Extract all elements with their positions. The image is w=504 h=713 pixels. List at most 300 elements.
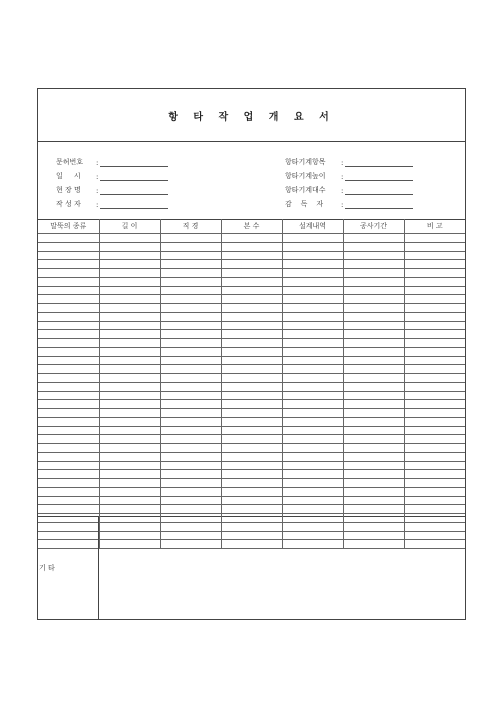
date-field[interactable] (100, 171, 168, 181)
table-cell[interactable] (404, 382, 465, 391)
table-cell[interactable] (160, 409, 221, 418)
table-cell[interactable] (282, 487, 343, 496)
table-cell[interactable] (160, 382, 221, 391)
table-cell[interactable] (343, 339, 404, 348)
table-cell[interactable] (282, 347, 343, 356)
table-cell[interactable] (38, 260, 99, 269)
table-cell[interactable] (404, 242, 465, 251)
info-row-date (56, 167, 168, 181)
table-row (38, 470, 465, 479)
header-length: 길 이 (99, 219, 160, 234)
table-cell[interactable] (221, 234, 282, 243)
table-row (38, 234, 465, 243)
document-number-field[interactable] (100, 157, 168, 167)
info-label: 일 시 (56, 172, 81, 180)
table-cell[interactable] (343, 382, 404, 391)
table-cell[interactable] (160, 321, 221, 330)
table-cell[interactable] (221, 417, 282, 426)
table-cell[interactable] (38, 435, 99, 444)
table-row (38, 242, 465, 251)
table-cell[interactable] (38, 251, 99, 260)
table-cell[interactable] (38, 452, 99, 461)
table-cell[interactable] (221, 365, 282, 374)
table-cell[interactable] (343, 479, 404, 488)
table-cell[interactable] (404, 260, 465, 269)
info-right-column (285, 153, 413, 209)
table-cell[interactable] (99, 505, 160, 514)
table-cell[interactable] (282, 286, 343, 295)
info-row-machine-item (285, 153, 413, 167)
table-cell[interactable] (99, 356, 160, 365)
table-cell[interactable] (282, 269, 343, 278)
table-cell[interactable] (99, 382, 160, 391)
table-cell[interactable] (343, 417, 404, 426)
table-cell[interactable] (404, 452, 465, 461)
table-cell[interactable] (99, 347, 160, 356)
table-cell[interactable] (160, 277, 221, 286)
table-cell[interactable] (160, 400, 221, 409)
table-row (38, 365, 465, 374)
table-cell[interactable] (404, 251, 465, 260)
table-cell[interactable] (38, 400, 99, 409)
table-row (38, 496, 465, 505)
table-row (38, 382, 465, 391)
table-cell[interactable] (99, 409, 160, 418)
table-cell[interactable] (221, 479, 282, 488)
table-cell[interactable] (160, 391, 221, 400)
table-cell[interactable] (404, 426, 465, 435)
table-row (38, 452, 465, 461)
info-row-document-number (56, 153, 168, 167)
table-cell[interactable] (221, 260, 282, 269)
table-cell[interactable] (38, 347, 99, 356)
table-cell[interactable] (404, 339, 465, 348)
table-cell[interactable] (99, 321, 160, 330)
table-cell[interactable] (99, 444, 160, 453)
table-cell[interactable] (221, 339, 282, 348)
table-cell[interactable] (404, 356, 465, 365)
header-construction-period: 공사기간 (343, 219, 404, 234)
table-row (38, 269, 465, 278)
table-cell[interactable] (38, 295, 99, 304)
table-row (38, 417, 465, 426)
table-cell[interactable] (343, 444, 404, 453)
table-cell[interactable] (160, 312, 221, 321)
table-cell[interactable] (282, 417, 343, 426)
table-cell[interactable] (221, 242, 282, 251)
table-cell[interactable] (282, 251, 343, 260)
table-cell[interactable] (160, 260, 221, 269)
table-cell[interactable] (38, 382, 99, 391)
table-cell[interactable] (404, 400, 465, 409)
table-cell[interactable] (160, 444, 221, 453)
table-cell[interactable] (343, 277, 404, 286)
table-cell[interactable] (160, 286, 221, 295)
table-cell[interactable] (221, 312, 282, 321)
table-row (38, 251, 465, 260)
table-cell[interactable] (404, 444, 465, 453)
table-cell[interactable] (404, 391, 465, 400)
table-cell[interactable] (343, 487, 404, 496)
table-cell[interactable] (343, 435, 404, 444)
table-cell[interactable] (343, 312, 404, 321)
table-cell[interactable] (99, 260, 160, 269)
table-cell[interactable] (99, 277, 160, 286)
table-cell[interactable] (38, 374, 99, 383)
table-row (38, 260, 465, 269)
table-cell[interactable] (160, 365, 221, 374)
table-cell[interactable] (404, 417, 465, 426)
table-cell[interactable] (343, 269, 404, 278)
machine-count-field[interactable] (345, 185, 413, 195)
table-cell[interactable] (282, 505, 343, 514)
table-row (38, 426, 465, 435)
work-overview-form (37, 88, 466, 620)
table-cell[interactable] (38, 479, 99, 488)
table-cell[interactable] (99, 452, 160, 461)
info-row-supervisor (285, 195, 413, 209)
table-cell[interactable] (38, 286, 99, 295)
table-cell[interactable] (404, 304, 465, 313)
table-cell[interactable] (99, 400, 160, 409)
table-cell[interactable] (282, 426, 343, 435)
table-cell[interactable] (282, 330, 343, 339)
table-header-row (38, 219, 465, 234)
table-cell[interactable] (38, 409, 99, 418)
table-cell[interactable] (343, 356, 404, 365)
table-cell[interactable] (343, 234, 404, 243)
table-cell[interactable] (282, 479, 343, 488)
info-label: 항타기계항목 (285, 158, 326, 166)
table-row (38, 479, 465, 488)
table-cell[interactable] (160, 295, 221, 304)
table-cell[interactable] (99, 312, 160, 321)
table-cell[interactable] (99, 234, 160, 243)
table-cell[interactable] (343, 251, 404, 260)
table-cell[interactable] (99, 242, 160, 251)
table-cell[interactable] (38, 505, 99, 514)
table-cell[interactable] (99, 426, 160, 435)
table-cell[interactable] (343, 321, 404, 330)
table-cell[interactable] (221, 470, 282, 479)
table-cell[interactable] (160, 269, 221, 278)
table-cell[interactable] (221, 461, 282, 470)
table-row (38, 312, 465, 321)
table-cell[interactable] (221, 286, 282, 295)
table-cell[interactable] (160, 374, 221, 383)
table-cell[interactable] (38, 312, 99, 321)
table-cell[interactable] (404, 461, 465, 470)
table-cell[interactable] (160, 470, 221, 479)
author-field[interactable] (100, 199, 168, 209)
table-cell[interactable] (282, 304, 343, 313)
pile-table (38, 219, 465, 549)
table-cell[interactable] (343, 304, 404, 313)
table-cell[interactable] (99, 339, 160, 348)
table-cell[interactable] (282, 400, 343, 409)
table-cell[interactable] (38, 487, 99, 496)
table-row (38, 444, 465, 453)
table-row (38, 505, 465, 514)
table-cell[interactable] (221, 452, 282, 461)
table-cell[interactable] (404, 374, 465, 383)
table-cell[interactable] (282, 339, 343, 348)
table-cell[interactable] (221, 496, 282, 505)
table-cell[interactable] (99, 461, 160, 470)
table-cell[interactable] (404, 496, 465, 505)
table-cell[interactable] (221, 321, 282, 330)
table-cell[interactable] (99, 470, 160, 479)
table-cell[interactable] (38, 417, 99, 426)
table-cell[interactable] (221, 505, 282, 514)
table-cell[interactable] (343, 452, 404, 461)
table-cell[interactable] (99, 417, 160, 426)
table-cell[interactable] (343, 365, 404, 374)
table-row (38, 286, 465, 295)
table-cell[interactable] (282, 234, 343, 243)
table-row (38, 391, 465, 400)
info-left-column (56, 153, 168, 209)
table-cell[interactable] (282, 321, 343, 330)
table-cell[interactable] (282, 435, 343, 444)
table-cell[interactable] (99, 251, 160, 260)
header-pile-type: 말뚝의 종류 (38, 219, 99, 234)
table-cell[interactable] (221, 426, 282, 435)
table-cell[interactable] (404, 234, 465, 243)
table-cell[interactable] (404, 409, 465, 418)
table-cell[interactable] (160, 435, 221, 444)
table-cell[interactable] (221, 444, 282, 453)
info-label: 문허번호 (56, 158, 84, 166)
table-cell[interactable] (282, 356, 343, 365)
table-row (38, 339, 465, 348)
table-cell[interactable] (404, 487, 465, 496)
table-cell[interactable] (404, 330, 465, 339)
info-colon: : (341, 187, 344, 195)
info-row-author (56, 195, 168, 209)
machine-item-field[interactable] (345, 157, 413, 167)
table-cell[interactable] (404, 505, 465, 514)
table-cell[interactable] (160, 242, 221, 251)
supervisor-field[interactable] (345, 199, 413, 209)
table-row (38, 356, 465, 365)
table-cell[interactable] (282, 496, 343, 505)
table-cell[interactable] (282, 391, 343, 400)
table-cell[interactable] (38, 426, 99, 435)
table-cell[interactable] (160, 505, 221, 514)
table-cell[interactable] (38, 234, 99, 243)
table-cell[interactable] (343, 496, 404, 505)
machine-height-field[interactable] (345, 171, 413, 181)
table-cell[interactable] (38, 269, 99, 278)
table-cell[interactable] (160, 304, 221, 313)
table-cell[interactable] (221, 347, 282, 356)
table-cell[interactable] (221, 487, 282, 496)
table-cell[interactable] (404, 479, 465, 488)
form-title: 항 타 작 업 개 요 서 (168, 111, 335, 123)
info-row-machine-count (285, 181, 413, 195)
table-row (38, 304, 465, 313)
table-cell[interactable] (38, 444, 99, 453)
table-cell[interactable] (282, 365, 343, 374)
table-cell[interactable] (38, 496, 99, 505)
table-cell[interactable] (282, 470, 343, 479)
table-cell[interactable] (38, 391, 99, 400)
table-cell[interactable] (160, 339, 221, 348)
table-cell[interactable] (221, 356, 282, 365)
table-cell[interactable] (99, 286, 160, 295)
table-row (38, 400, 465, 409)
table-cell[interactable] (282, 242, 343, 251)
table-cell[interactable] (99, 304, 160, 313)
table-row (38, 277, 465, 286)
table-cell[interactable] (404, 312, 465, 321)
table-cell[interactable] (38, 242, 99, 251)
table-cell[interactable] (221, 251, 282, 260)
table-cell[interactable] (404, 435, 465, 444)
table-cell[interactable] (99, 435, 160, 444)
table-cell[interactable] (282, 295, 343, 304)
table-cell[interactable] (38, 330, 99, 339)
table-row (38, 374, 465, 383)
header-diameter: 직 경 (160, 219, 221, 234)
table-cell[interactable] (404, 365, 465, 374)
info-colon: : (96, 201, 99, 209)
table-cell[interactable] (343, 242, 404, 251)
table-cell[interactable] (221, 277, 282, 286)
table-cell[interactable] (221, 409, 282, 418)
table-row (38, 321, 465, 330)
table-cell[interactable] (160, 330, 221, 339)
table-cell[interactable] (404, 321, 465, 330)
info-label: 항타기계높이 (285, 172, 326, 180)
table-row (38, 435, 465, 444)
table-cell[interactable] (343, 374, 404, 383)
table-cell[interactable] (343, 286, 404, 295)
table-cell[interactable] (282, 382, 343, 391)
table-cell[interactable] (99, 496, 160, 505)
table-cell[interactable] (99, 365, 160, 374)
header-design-details: 설계내역 (282, 219, 343, 234)
table-cell[interactable] (99, 269, 160, 278)
title-band (38, 89, 465, 142)
header-remarks: 비 고 (404, 219, 465, 234)
table-cell[interactable] (343, 470, 404, 479)
table-cell[interactable] (282, 452, 343, 461)
table-cell[interactable] (160, 251, 221, 260)
table-cell[interactable] (282, 277, 343, 286)
info-row-site-name (56, 181, 168, 195)
table-cell[interactable] (160, 487, 221, 496)
table-cell[interactable] (404, 295, 465, 304)
table-cell[interactable] (221, 330, 282, 339)
table-cell[interactable] (282, 260, 343, 269)
table-cell[interactable] (343, 330, 404, 339)
table-cell[interactable] (343, 400, 404, 409)
table-cell[interactable] (282, 374, 343, 383)
info-label: 작 성 자 (56, 200, 81, 208)
remarks-label: 기 타 (38, 516, 99, 619)
table-cell[interactable] (221, 304, 282, 313)
table-cell[interactable] (160, 479, 221, 488)
table-cell[interactable] (160, 234, 221, 243)
table-row (38, 347, 465, 356)
table-cell[interactable] (343, 260, 404, 269)
table-cell[interactable] (404, 347, 465, 356)
table-cell[interactable] (343, 391, 404, 400)
table-cell[interactable] (99, 374, 160, 383)
table-cell[interactable] (38, 461, 99, 470)
table-cell[interactable] (404, 470, 465, 479)
table-cell[interactable] (160, 452, 221, 461)
table-cell[interactable] (99, 295, 160, 304)
table-cell[interactable] (343, 409, 404, 418)
table-cell[interactable] (38, 304, 99, 313)
table-cell[interactable] (221, 391, 282, 400)
table-row (38, 461, 465, 470)
table-cell[interactable] (343, 461, 404, 470)
table-cell[interactable] (404, 286, 465, 295)
info-label: 항타기계대수 (285, 186, 326, 194)
info-label: 현 장 명 (56, 186, 81, 194)
table-cell[interactable] (160, 496, 221, 505)
table-cell[interactable] (343, 426, 404, 435)
table-cell[interactable] (99, 479, 160, 488)
remarks-section (38, 516, 465, 619)
table-row (38, 330, 465, 339)
table-cell[interactable] (38, 321, 99, 330)
table-cell[interactable] (160, 426, 221, 435)
info-colon: : (96, 173, 99, 181)
table-cell[interactable] (343, 347, 404, 356)
table-cell[interactable] (221, 382, 282, 391)
table-cell[interactable] (38, 277, 99, 286)
table-cell[interactable] (282, 461, 343, 470)
table-cell[interactable] (282, 312, 343, 321)
table-cell[interactable] (99, 487, 160, 496)
table-cell[interactable] (99, 391, 160, 400)
site-name-field[interactable] (100, 185, 168, 195)
table-cell[interactable] (160, 417, 221, 426)
info-label: 감 독 자 (285, 200, 324, 208)
table-cell[interactable] (404, 269, 465, 278)
table-cell[interactable] (160, 356, 221, 365)
table-row (38, 487, 465, 496)
table-cell[interactable] (221, 295, 282, 304)
info-colon: : (96, 187, 99, 195)
table-cell[interactable] (38, 356, 99, 365)
info-section (38, 141, 465, 220)
table-cell[interactable] (38, 470, 99, 479)
table-cell[interactable] (221, 374, 282, 383)
table-cell[interactable] (221, 269, 282, 278)
table-cell[interactable] (38, 365, 99, 374)
table-cell[interactable] (282, 444, 343, 453)
table-cell[interactable] (343, 295, 404, 304)
table-body (38, 234, 465, 549)
table-cell[interactable] (221, 400, 282, 409)
info-colon: : (341, 201, 344, 209)
table-cell[interactable] (160, 461, 221, 470)
table-cell[interactable] (38, 339, 99, 348)
table-cell[interactable] (99, 330, 160, 339)
table-cell[interactable] (160, 347, 221, 356)
info-colon: : (341, 159, 344, 167)
table-cell[interactable] (343, 505, 404, 514)
table-cell[interactable] (221, 435, 282, 444)
table-cell[interactable] (282, 409, 343, 418)
table-cell[interactable] (404, 277, 465, 286)
